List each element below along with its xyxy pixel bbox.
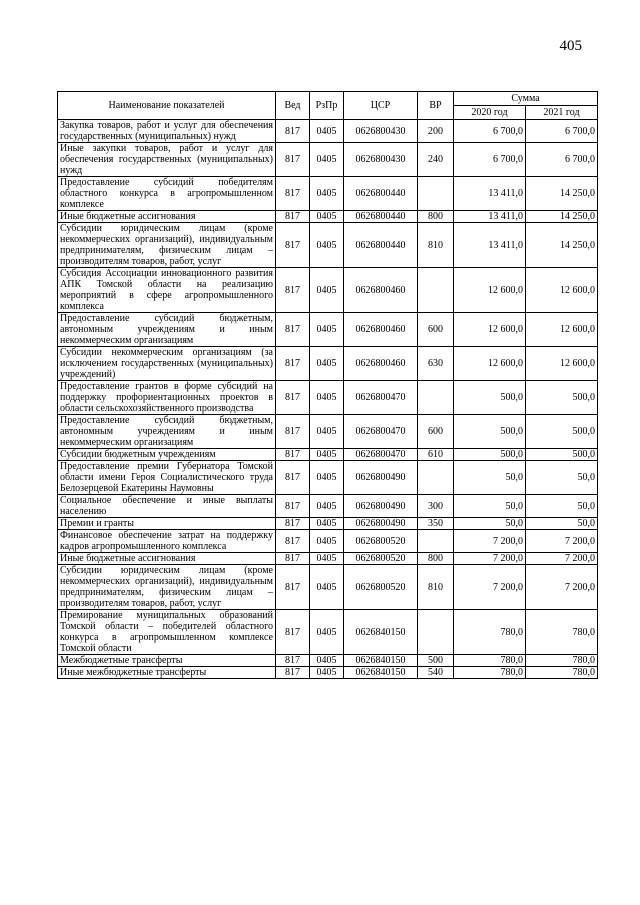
cell-vr: 500 xyxy=(418,655,454,667)
header-csr: ЦСР xyxy=(344,92,418,120)
cell-name: Закупка товаров, работ и услуг для обеспечения государственных (муниципальных) нужд xyxy=(58,120,276,143)
cell-csr: 0626800460 xyxy=(344,268,418,313)
cell-y2020: 50,0 xyxy=(454,461,526,495)
cell-csr: 0626840150 xyxy=(344,667,418,679)
cell-vr xyxy=(418,461,454,495)
table-row xyxy=(58,415,598,449)
cell-y2020: 13 411,0 xyxy=(454,223,526,268)
cell-ved: 817 xyxy=(276,143,310,177)
cell-name: Социальное обеспечение и иные выплаты населению xyxy=(58,495,276,518)
cell-y2021: 14 250,0 xyxy=(526,223,598,268)
cell-y2021: 6 700,0 xyxy=(526,120,598,143)
cell-csr: 0626800440 xyxy=(344,211,418,223)
cell-rzpr: 0405 xyxy=(310,667,344,679)
cell-name: Субсидии некоммерческим организациям (за исключением государственных (муниципальных) учреждений) xyxy=(58,347,276,381)
cell-y2021: 12 600,0 xyxy=(526,313,598,347)
cell-y2020: 12 600,0 xyxy=(454,347,526,381)
table-row xyxy=(58,177,598,211)
cell-rzpr: 0405 xyxy=(310,143,344,177)
cell-csr: 0626800440 xyxy=(344,177,418,211)
table-row xyxy=(58,461,598,495)
cell-ved: 817 xyxy=(276,495,310,518)
cell-y2020: 780,0 xyxy=(454,655,526,667)
table-row xyxy=(58,347,598,381)
table-row xyxy=(58,120,598,143)
cell-rzpr: 0405 xyxy=(310,610,344,655)
cell-rzpr: 0405 xyxy=(310,223,344,268)
cell-vr: 810 xyxy=(418,223,454,268)
cell-vr: 200 xyxy=(418,120,454,143)
cell-ved: 817 xyxy=(276,223,310,268)
cell-name: Предоставление грантов в форме субсидий на поддержку профориентационных проектов в области сельскохозяйственного производства xyxy=(58,381,276,415)
cell-ved: 817 xyxy=(276,177,310,211)
cell-y2021: 780,0 xyxy=(526,667,598,679)
cell-y2021: 50,0 xyxy=(526,495,598,518)
cell-name: Предоставление субсидий бюджетным, автономным учреждениям и иным некоммерческим организациям xyxy=(58,415,276,449)
cell-y2021: 500,0 xyxy=(526,449,598,461)
table-row xyxy=(58,655,598,667)
cell-y2020: 12 600,0 xyxy=(454,268,526,313)
cell-ved: 817 xyxy=(276,347,310,381)
cell-name: Премирование муниципальных образований Томской области – победителей областного конкурса в агропромышленном комплексе Томской области xyxy=(58,610,276,655)
cell-y2020: 12 600,0 xyxy=(454,313,526,347)
cell-csr: 0626800520 xyxy=(344,553,418,565)
header-name: Наименование показателей xyxy=(58,92,276,120)
table-row xyxy=(58,530,598,553)
cell-vr: 610 xyxy=(418,449,454,461)
cell-rzpr: 0405 xyxy=(310,495,344,518)
cell-csr: 0626800520 xyxy=(344,565,418,610)
cell-csr: 0626800460 xyxy=(344,313,418,347)
cell-ved: 817 xyxy=(276,565,310,610)
table-row xyxy=(58,313,598,347)
table-row xyxy=(58,211,598,223)
cell-ved: 817 xyxy=(276,667,310,679)
cell-vr: 630 xyxy=(418,347,454,381)
cell-ved: 817 xyxy=(276,449,310,461)
cell-name: Субсидии юридическим лицам (кроме некоммерческих организаций), индивидуальным предпринимателям, физическим лицам – производителям товаров, работ, услуг xyxy=(58,565,276,610)
cell-rzpr: 0405 xyxy=(310,120,344,143)
cell-y2020: 500,0 xyxy=(454,381,526,415)
cell-y2020: 6 700,0 xyxy=(454,120,526,143)
cell-name: Межбюджетные трансферты xyxy=(58,655,276,667)
cell-csr: 0626800470 xyxy=(344,449,418,461)
cell-y2021: 50,0 xyxy=(526,461,598,495)
cell-y2021: 7 200,0 xyxy=(526,553,598,565)
table-row xyxy=(58,565,598,610)
cell-y2020: 13 411,0 xyxy=(454,211,526,223)
cell-vr: 240 xyxy=(418,143,454,177)
cell-vr: 540 xyxy=(418,667,454,679)
cell-ved: 817 xyxy=(276,268,310,313)
header-vr: ВР xyxy=(418,92,454,120)
cell-csr: 0626800520 xyxy=(344,530,418,553)
cell-ved: 817 xyxy=(276,518,310,530)
cell-y2021: 6 700,0 xyxy=(526,143,598,177)
table-row xyxy=(58,518,598,530)
cell-name: Иные закупки товаров, работ и услуг для обеспечения государственных (муниципальных) нужд xyxy=(58,143,276,177)
table-row xyxy=(58,610,598,655)
table-body xyxy=(58,120,598,679)
cell-rzpr: 0405 xyxy=(310,177,344,211)
cell-y2021: 14 250,0 xyxy=(526,211,598,223)
cell-rzpr: 0405 xyxy=(310,461,344,495)
cell-ved: 817 xyxy=(276,655,310,667)
table-row xyxy=(58,495,598,518)
cell-csr: 0626800430 xyxy=(344,120,418,143)
cell-ved: 817 xyxy=(276,610,310,655)
cell-y2020: 13 411,0 xyxy=(454,177,526,211)
table-row xyxy=(58,553,598,565)
cell-name: Иные межбюджетные трансферты xyxy=(58,667,276,679)
cell-vr xyxy=(418,610,454,655)
cell-ved: 817 xyxy=(276,461,310,495)
cell-ved: 817 xyxy=(276,530,310,553)
budget-table xyxy=(57,91,598,679)
table-row xyxy=(58,143,598,177)
cell-csr: 0626800470 xyxy=(344,415,418,449)
cell-y2021: 780,0 xyxy=(526,655,598,667)
cell-vr: 800 xyxy=(418,553,454,565)
header-sum: Сумма xyxy=(454,92,598,106)
table-row xyxy=(58,381,598,415)
cell-y2020: 50,0 xyxy=(454,518,526,530)
cell-csr: 0626840150 xyxy=(344,655,418,667)
cell-ved: 817 xyxy=(276,211,310,223)
cell-rzpr: 0405 xyxy=(310,518,344,530)
cell-y2020: 6 700,0 xyxy=(454,143,526,177)
cell-y2021: 500,0 xyxy=(526,415,598,449)
cell-csr: 0626800470 xyxy=(344,381,418,415)
cell-y2021: 12 600,0 xyxy=(526,268,598,313)
cell-y2020: 7 200,0 xyxy=(454,530,526,553)
cell-y2020: 500,0 xyxy=(454,415,526,449)
cell-ved: 817 xyxy=(276,120,310,143)
cell-rzpr: 0405 xyxy=(310,553,344,565)
cell-y2020: 780,0 xyxy=(454,667,526,679)
cell-ved: 817 xyxy=(276,313,310,347)
cell-vr: 350 xyxy=(418,518,454,530)
cell-name: Предоставление субсидий победителям областного конкурса в агропромышленном комплексе xyxy=(58,177,276,211)
cell-name: Иные бюджетные ассигнования xyxy=(58,553,276,565)
cell-rzpr: 0405 xyxy=(310,415,344,449)
cell-csr: 0626840150 xyxy=(344,610,418,655)
cell-rzpr: 0405 xyxy=(310,655,344,667)
cell-y2021: 14 250,0 xyxy=(526,177,598,211)
cell-rzpr: 0405 xyxy=(310,268,344,313)
cell-rzpr: 0405 xyxy=(310,449,344,461)
cell-y2020: 7 200,0 xyxy=(454,553,526,565)
table-header xyxy=(58,92,598,120)
cell-name: Финансовое обеспечение затрат на поддержку кадров агропромышленного комплекса xyxy=(58,530,276,553)
cell-vr: 300 xyxy=(418,495,454,518)
cell-ved: 817 xyxy=(276,553,310,565)
cell-vr: 600 xyxy=(418,313,454,347)
cell-rzpr: 0405 xyxy=(310,211,344,223)
cell-csr: 0626800430 xyxy=(344,143,418,177)
cell-name: Премии и гранты xyxy=(58,518,276,530)
table-row xyxy=(58,449,598,461)
cell-name: Субсидии бюджетным учреждениям xyxy=(58,449,276,461)
cell-csr: 0626800440 xyxy=(344,223,418,268)
cell-vr: 800 xyxy=(418,211,454,223)
header-ved: Вед xyxy=(276,92,310,120)
cell-vr xyxy=(418,268,454,313)
table-row xyxy=(58,667,598,679)
cell-csr: 0626800490 xyxy=(344,461,418,495)
cell-name: Предоставление субсидий бюджетным, автономным учреждениям и иным некоммерческим организациям xyxy=(58,313,276,347)
cell-name: Субсидии юридическим лицам (кроме некоммерческих организаций), индивидуальным предпринимателям, физическим лицам – производителям товаров, работ, услуг xyxy=(58,223,276,268)
cell-y2021: 500,0 xyxy=(526,381,598,415)
page-number: 405 xyxy=(559,38,582,54)
cell-rzpr: 0405 xyxy=(310,347,344,381)
cell-vr: 810 xyxy=(418,565,454,610)
cell-vr xyxy=(418,177,454,211)
cell-ved: 817 xyxy=(276,381,310,415)
cell-vr xyxy=(418,530,454,553)
cell-y2021: 780,0 xyxy=(526,610,598,655)
cell-y2020: 50,0 xyxy=(454,495,526,518)
cell-rzpr: 0405 xyxy=(310,565,344,610)
cell-name: Иные бюджетные ассигнования xyxy=(58,211,276,223)
header-rzpr: РзПр xyxy=(310,92,344,120)
cell-csr: 0626800460 xyxy=(344,347,418,381)
cell-csr: 0626800490 xyxy=(344,495,418,518)
cell-csr: 0626800490 xyxy=(344,518,418,530)
cell-y2020: 500,0 xyxy=(454,449,526,461)
header-2021: 2021 год xyxy=(526,106,598,120)
cell-rzpr: 0405 xyxy=(310,313,344,347)
table-row xyxy=(58,223,598,268)
cell-ved: 817 xyxy=(276,415,310,449)
cell-rzpr: 0405 xyxy=(310,530,344,553)
cell-y2021: 7 200,0 xyxy=(526,530,598,553)
cell-rzpr: 0405 xyxy=(310,381,344,415)
header-2020: 2020 год xyxy=(454,106,526,120)
table-row xyxy=(58,268,598,313)
cell-y2021: 12 600,0 xyxy=(526,347,598,381)
cell-name: Предоставление премии Губернатора Томской области имени Героя Социалистического труда Белозерцевой Екатерины Наумовны xyxy=(58,461,276,495)
cell-y2021: 50,0 xyxy=(526,518,598,530)
cell-y2020: 780,0 xyxy=(454,610,526,655)
cell-y2020: 7 200,0 xyxy=(454,565,526,610)
cell-vr xyxy=(418,381,454,415)
cell-name: Субсидия Ассоциации инновационного развития АПК Томской области на реализацию мероприятий в сфере агропромышленного комплекса xyxy=(58,268,276,313)
cell-vr: 600 xyxy=(418,415,454,449)
cell-y2021: 7 200,0 xyxy=(526,565,598,610)
